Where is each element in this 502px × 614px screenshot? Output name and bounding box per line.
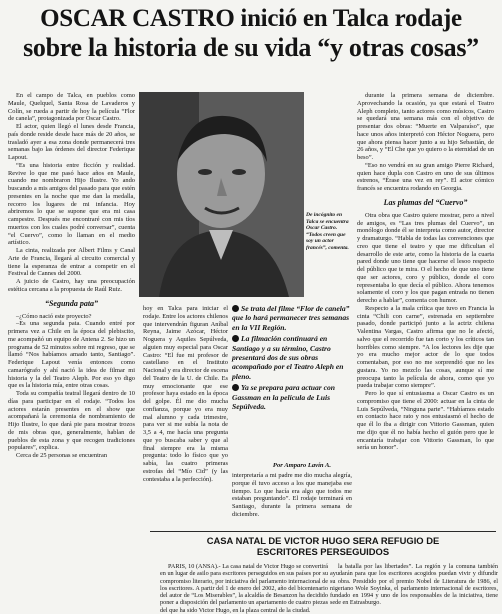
paragraph: Respecto a la mala crítica que tuvo en Francia la cinta “Chili con carne”, estrenada en septiembre pasado, donde participó junto a la actriz chilena Valentina Vargas, Castro afirma que no le afectó, salvo que el recorrido fue tan corto y los críticos tan horribles como siempre. “A los lectores les dije que yo era mucho mejor actor de lo que todos comentaban, por eso no me sorprendió que no les gustara. Yo no mezclo las cosas, aunque sí me preocupa tanto la película de ahora, como que yo pueda trabajar como siempre”.	[357, 304, 494, 390]
bullet-icon	[232, 384, 239, 391]
paragraph: PARIS, 10 (ANSA).- La casa natal de Victor Hugo se convertirá en un lugar de asilo para escritores perseguidos en sus países por su compromiso literario, por iniciativa del parlamento internacional de los escritores. A partir del 1 de enero del 2002, año del bicentenario del autor de “Los Miserables”, la alcaldía de Besanzon ha decidido poner a disposición del parlamento un apartamento de cuatro piezas del que ha sido Victor Hugo, en la plaza central de la ciudad.	[160, 563, 328, 614]
highlight-item	[232, 304, 352, 332]
paragraph: la batalla por las libertades”. La región y la comuna también ayudarán para que los escritores acogidos puedan vivir y difundir su obra. Presidido por el premio Nobel de Literatura de 1986, el nigeriano Wole Soyinka, el parlamento internacional de escritores, fundado en 1994 y uno de los responsables de la iniciativa, tiene sede en Estrasburgo.	[330, 563, 498, 607]
brief-headline-line-1: CASA NATAL DE VICTOR HUGO SERA REFUGIO DE	[206, 535, 440, 546]
subheading: Las plumas del “Cuervo”	[383, 197, 468, 207]
paragraph: –¿Cómo nació este proyecto?	[16, 312, 92, 320]
brief-headline-line-2: ESCRITORES PERSEGUIDOS	[256, 546, 390, 557]
subheading: “Segunda pata”	[44, 298, 99, 308]
brief-left-column	[160, 563, 328, 614]
article-middle-column	[143, 305, 228, 529]
article-right-column	[357, 92, 494, 494]
article-continuation: interpretaría a mi padre me dio mucha alegría, porque él tuvo acceso a los que manejaba ese tiempo. Lo que hacía era algo que todos me estaban preguntando”. El rodaje terminará en Santiago, durante la primera semana de diciembre.	[232, 472, 352, 518]
highlight-item	[232, 383, 352, 411]
paragraph: Toda su compañía teatral llegará dentro de 10 días para participar en el rodaje. “Todos los actores estarán presentes en el show que acompañará la ceremonia de nombramiento de Hijo Ilustre, lo que dará pie para mostrar trozos de mis obras que, generalmente, hablan de pueblos de esta zona y que recogen tradiciones populares”, explica.	[8, 390, 135, 452]
portrait-illustration	[139, 92, 304, 297]
paragraph: A juicio de Castro, hay una preocupación estética cercana a la propuesta de Raúl Ruiz.	[8, 278, 135, 293]
paragraph: hoy en Talca para iniciar el rodaje. Entre los actores chilenos que intervendrán figuran Aníbal Reyna, Jaime Azócar, Héctor Noguera y Aquiles Sepúlveda, alguien muy especial para Oscar Castro: “El fue mi profesor de castellano en el Instituto Nacional y era director de escena del Teatro de la U. de Chile. Es muy emocionante que ese profesor haya estado en la época del golpe. Él me dio mucha confianza, porque yo era muy mal alumno y cada trimestre, para ver si me subía la nota de 3,5 a 4, me hacía una pregunta que yo buscaba saber y que al final siempre era la misma pregunta: todo lo físico que yo sabía, las cuatro primeras estrofas del “Mío Cid” (y las contestaba a la perfección).	[143, 305, 228, 483]
headline-line-2: sobre la historia de su vida “y otras cosas”	[23, 33, 479, 62]
highlight-text: Se trata del filme “Flor de canela” que lo hará permanecer tres semanas en la VII Región.	[232, 304, 350, 332]
article-left-column	[8, 92, 135, 529]
highlight-text: La filmación continuará en Santiago y a su término, Castro presentará dos de sus obras acompañado por el Teatro Aleph en pleno.	[232, 334, 344, 381]
byline: Por Amparo Lavín A.	[272, 462, 332, 469]
bullet-icon	[232, 305, 239, 312]
paragraph: El actor, quien llegó el lunes desde Francia, país donde reside desde hace más de 20 años, se trasladó ayer a esa zona donde permanecerá tres semanas bajo las órdenes del director Federique Lapout.	[8, 123, 135, 161]
brief-headline	[150, 535, 496, 557]
divider	[150, 531, 496, 532]
photo-caption: De incógnito en Talca se encuentra Oscar Castro. “Todos creen que soy un actor francés”, comenta.	[306, 212, 349, 251]
paragraph: Pero lo que sí entusiasma a Oscar Castro es un compromiso que tiene el 2000: actuar en la cinta de Luis Sepúlveda, “Ninguna parte”. “Habíamos estado en contacto hace rato y nos entusiasmó el hecho de que él lo iba a dirigir con Vittorio Gassman, quien me dijo que él no había hecho el guión pero que le encantaría trabajar con Vittorio Gassman, lo que sería un honor”.	[357, 390, 494, 452]
headline-line-1: OSCAR CASTRO inició en Talca rodaje	[40, 5, 462, 32]
paragraph: Otra obra que Castro quiere mostrar, pero a nivel de amigos, es “Las tres plumas del Cuervo”, un monólogo donde él se interpreta como autor, director y dramaturgo. “Habla de todas las convenciones que creo que tiene el teatro y que me dificultan el desarrollo de este arte, como la historia de la cuarta pared donde uno tiene que hacerse el lesoo respecto del público que te mira. O el hecho de que uno tiene que ser actores, coro y público, donde el coro representaba lo que decía el público. Ahora tenemos solamente el coro y los que pagan entrada no tienen derecho a hablar”, comenta con humor.	[357, 211, 494, 304]
paragraph: –Es una segunda pata. Cuando entré por primera vez a Chile en la época del plebiscito, me acompañó un equipo de Antena 2. Se hizo un programa de 52 minutos sobre mi regreso, que se llamó “Nos habíamos amado tanto, Santiago”. Federique Lapout venía entonces como camarógrafo y ahí nació la idea de filmar mi historia y la del Teatro Aleph. Por eso yo digo que es la historia mía, entre otras cosas.	[8, 320, 135, 390]
headline	[6, 4, 496, 62]
paragraph: Cerca de 25 personas se encuentran	[16, 452, 108, 459]
paragraph: “Es una historia entre ficción y realidad. Revive lo que me pasó hace años en Maule, cuando me nombraron Hijo Ilustre. Yo ando buscando a mis amigos del pasado para que estén presentes en la noche que me dan la medalla, recorro los lugares de mi infancia. Hoy abriremos lo que se supone que era mi casa campestre. Después me encontraré con mis tíos muertos con los cuales podré conversar”, cuenta “el Cuervo”, como lo llaman en el medio artístico.	[8, 161, 135, 247]
paragraph: La cinta, realizada por Albert Films y Canal Arte de Francia, llegará al circuito comercial y tiene la esperanza de entrar a competir en el Festival de Cannes del 2000.	[8, 247, 135, 278]
paragraph: “Eso no vendrá en su gran amigo Pierre Richard, quien hace dupla con Castro en uno de sus últimos estrenos, “Érase una vez en rey”. El actor cómico francés se encuentra rodando en Georgia.	[357, 161, 494, 192]
highlight-text: Ya se prepara para actuar con Gassman en la película de Luis Sepúlveda.	[232, 383, 336, 412]
paragraph: En el campo de Talca, en pueblos como Maule, Quelquel, Santa Rosa de Lavaderos y Colín, se rueda a partir de hoy la película “Flor de canela”, protagonizada por Oscar Castro.	[8, 92, 135, 123]
paragraph: durante la primera semana de diciembre. Aprovechando la ocasión, ya que estará el Teatro Aleph completo, tanto actores como músicos, Castro se quedará una semana más con el objetivo de presentar dos obras: “Muerte en Valparaíso”, que hace unos años interpretó con Héctor Noguera, pero que ahora piensa hacer junto a su hijo Sebastián, de 26 años, y “El Che que yo quiero o la eternidad de un beso”.	[357, 92, 494, 161]
brief-right-column	[330, 563, 498, 607]
bullet-icon	[232, 335, 239, 342]
portrait-photo	[139, 92, 304, 297]
highlight-item	[232, 334, 352, 381]
highlights-box	[232, 304, 352, 413]
